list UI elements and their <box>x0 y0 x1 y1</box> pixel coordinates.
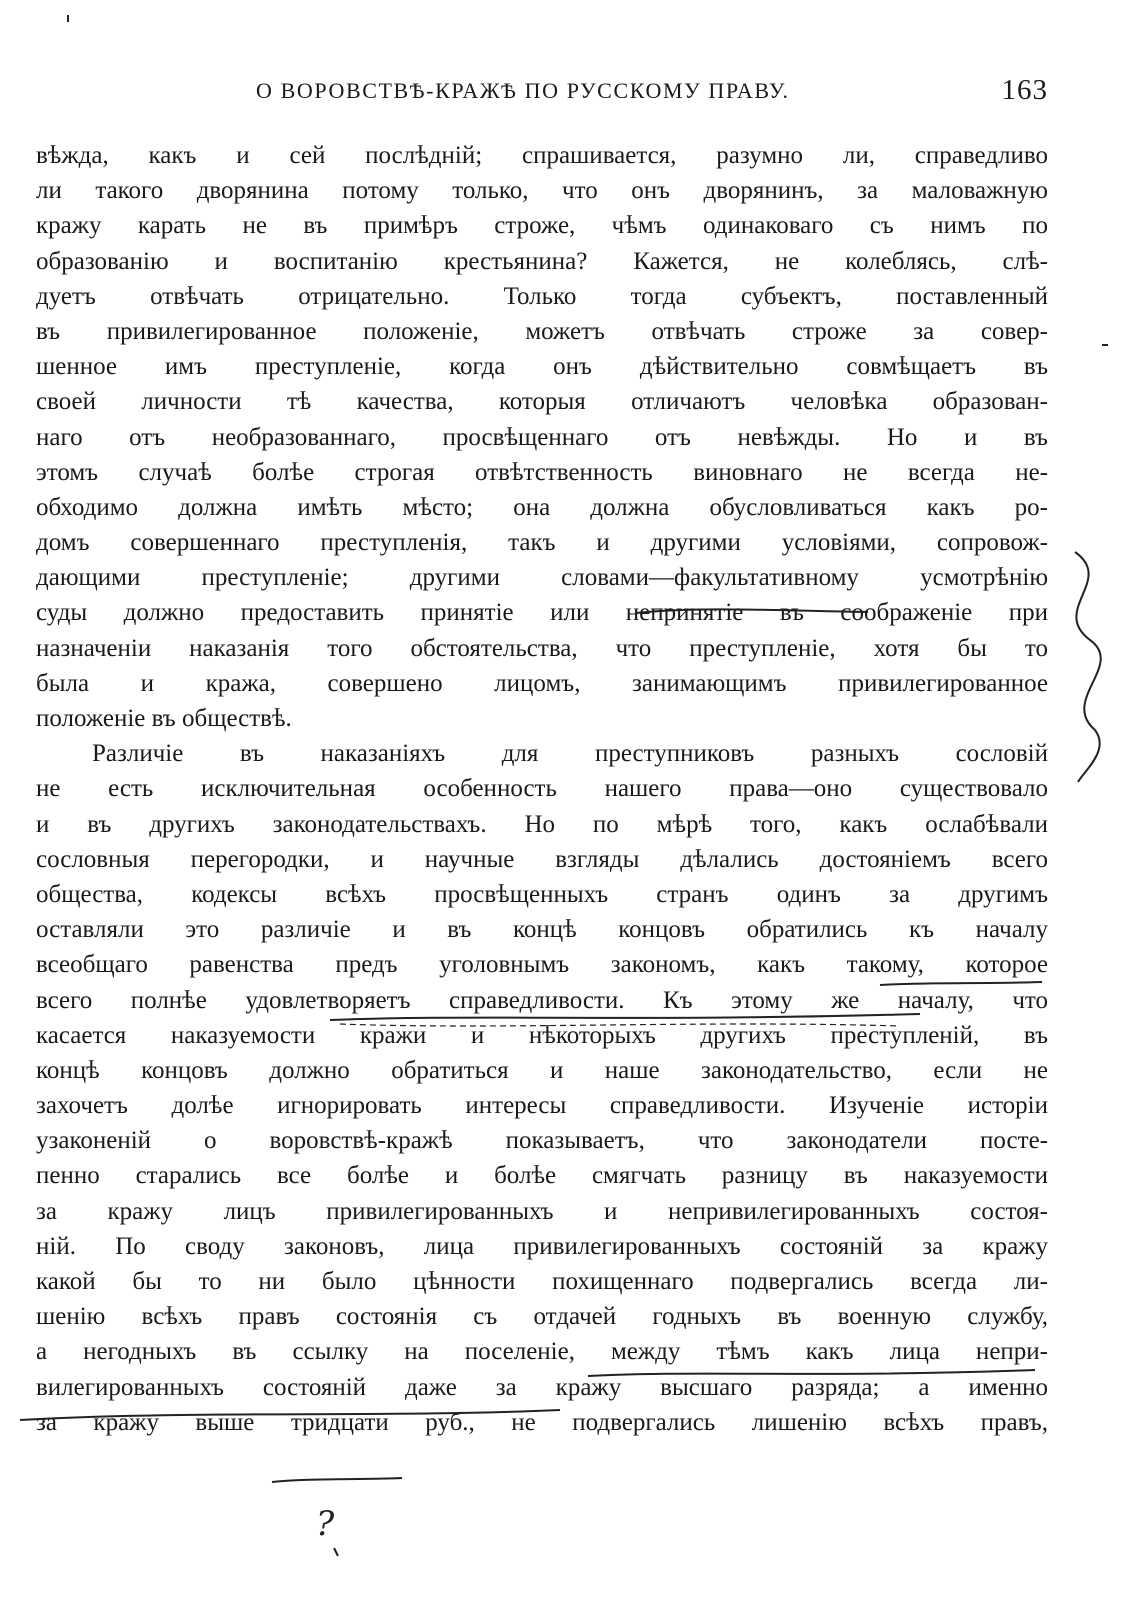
page-number: 163 <box>1001 74 1048 106</box>
margin-note: ? <box>316 1504 335 1544</box>
text-line: и въ другихъ законодательствахъ. Но по мѣрѣ того, какъ ослабѣвали <box>36 810 1048 838</box>
text-line: не есть исключительная особенность нашего права—оно существовало <box>36 775 1048 803</box>
underline-mark <box>272 1478 402 1482</box>
text-line: какой бы то ни было цѣнности похищеннаго подвергались всегда ли- <box>36 1268 1048 1295</box>
body-text <box>36 138 1048 1440</box>
text-line: ній. По своду законовъ, лица привилегированныхъ состояній за кражу <box>36 1232 1048 1260</box>
running-header <box>36 74 1048 118</box>
text-line: въ привилегированное положеніе, можетъ отвѣчать строже за совер- <box>36 317 1048 345</box>
text-line: а негодныхъ въ ссылку на поселеніе, между тѣмъ какъ лица непри- <box>36 1338 1048 1366</box>
text-line: ли такого дворянина потому только, что онъ дворянинъ, за маловажную <box>36 177 1048 205</box>
text-line: вилегированныхъ состояній даже за кражу высшаго разряда; а именно <box>36 1373 1048 1401</box>
text-line: кражу карать не въ примѣръ строже, чѣмъ одинаковаго съ нимъ по <box>36 212 1048 240</box>
text-line: суды должно предоставить принятіе или непринятіе въ соображеніе при <box>36 599 1048 627</box>
text-line: Различіе въ наказаніяхъ для преступниковъ разныхъ сословій <box>92 740 1048 768</box>
text-line: общества, кодексы всѣхъ просвѣщенныхъ странъ одинъ за другимъ <box>36 880 1048 908</box>
text-line: образованію и воспитанію крестьянина? Кажется, не колеблясь, слѣ- <box>36 247 1048 275</box>
text-line: всеобщаго равенства предъ уголовнымъ закономъ, какъ такому, которое <box>36 951 1048 979</box>
text-line: вѣжда, какъ и сей послѣдній; спрашивается, разумно ли, справедливо <box>36 142 1048 169</box>
tick-mark <box>334 1548 338 1556</box>
text-line: узаконеній о воровствѣ-кражѣ показываетъ, что законодатели посте- <box>36 1127 1048 1155</box>
text-line: своей личности тѣ качества, которыя отличаютъ человѣка образован- <box>36 388 1048 416</box>
text-line: была и кража, совершено лицомъ, занимающимъ привилегированное <box>36 669 1048 697</box>
text-line: за кражу выше тридцати руб., не подвергались лишенію всѣхъ правъ, <box>36 1408 1048 1436</box>
margin-brace <box>1075 552 1101 782</box>
text-line: этомъ случаѣ болѣе строгая отвѣтственность виновнаго не всегда не- <box>36 458 1048 486</box>
text-line: пенно старались все болѣе и болѣе смягчать разницу въ наказуемости <box>36 1162 1048 1190</box>
text-line: дуетъ отвѣчать отрицательно. Только тогда субъектъ, поставленный <box>36 282 1048 310</box>
text-line: обходимо должна имѣть мѣсто; она должна обусловливаться какъ ро- <box>36 493 1048 521</box>
text-line: оставляли это различіе и въ концѣ концовъ обратились къ началу <box>36 916 1048 944</box>
text-line: дающими преступленіе; другими словами—факультативному усмотрѣнію <box>36 564 1048 592</box>
text-line: шенное имъ преступленіе, когда онъ дѣйствительно совмѣщаетъ въ <box>36 353 1048 381</box>
text-line: за кражу лицъ привилегированныхъ и непривилегированныхъ состоя- <box>36 1197 1048 1225</box>
text-line: сословныя перегородки, и научные взгляды дѣлались достояніемъ всего <box>36 845 1048 873</box>
text-line: шенію всѣхъ правъ состоянія съ отдачей годныхъ въ военную службу, <box>36 1303 1048 1331</box>
text-line: захочетъ долѣе игнорировать интересы справедливости. Изученіе исторіи <box>36 1092 1048 1120</box>
running-title: О ВОРОВСТВѢ-КРАЖѢ ПО РУССКОМУ ПРАВУ. <box>256 78 790 103</box>
text-line: концѣ концовъ должно обратиться и наше законодательство, если не <box>36 1056 1048 1084</box>
text-line: положеніе въ обществѣ. <box>36 705 292 732</box>
text-line: касается наказуемости кражи и нѣкоторыхъ другихъ преступленій, въ <box>36 1021 1048 1049</box>
text-line: назначеніи наказанія того обстоятельства, что преступленіе, хотя бы то <box>36 634 1048 662</box>
text-line: наго отъ необразованнаго, просвѣщеннаго отъ невѣжды. Но и въ <box>36 423 1048 451</box>
text-line: домъ совершеннаго преступленія, такъ и другими условіями, сопровож- <box>36 529 1048 557</box>
text-line: всего полнѣе удовлетворяетъ справедливости. Къ этому же началу, что <box>36 986 1048 1014</box>
